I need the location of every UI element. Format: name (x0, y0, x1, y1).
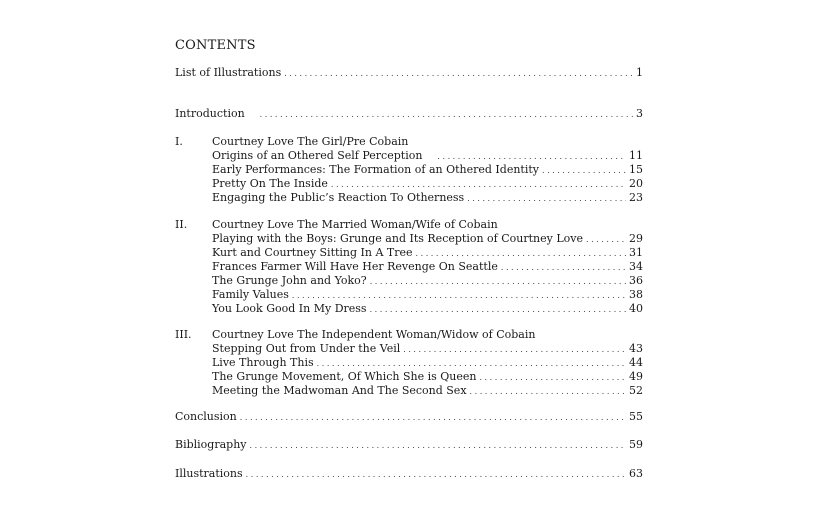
dot-leader (292, 288, 626, 303)
toc-sub-entry (212, 246, 643, 261)
dot-leader (260, 107, 633, 122)
dot-leader (437, 149, 626, 164)
toc-entry-label: Origins of an Othered Self Perception (212, 149, 423, 162)
toc-entry-page: 55 (629, 410, 643, 423)
part-numeral: II. (175, 218, 188, 231)
toc-sub-entry (212, 149, 643, 164)
toc-entry-page: 38 (629, 288, 643, 301)
toc-entry-page: 43 (629, 342, 643, 355)
dot-leader (370, 302, 626, 317)
toc-entry-bibliography (175, 438, 643, 453)
dot-leader (370, 274, 626, 289)
toc-entry-page: 11 (629, 149, 643, 162)
toc-entry-label: Early Performances: The Formation of an Othered Identity (212, 163, 539, 176)
dot-leader (586, 232, 626, 247)
toc-entry-page: 49 (629, 370, 643, 383)
toc-entry-label: Stepping Out from Under the Veil (212, 342, 401, 355)
toc-entry-page: 59 (629, 438, 643, 451)
dot-leader (240, 410, 626, 425)
toc-entry-label: Kurt and Courtney Sitting In A Tree (212, 246, 413, 259)
toc-entry-label: Pretty On The Inside (212, 177, 328, 190)
toc-sub-entry (212, 356, 643, 371)
dot-leader (403, 342, 626, 357)
part-numeral: III. (175, 328, 192, 341)
toc-entry-label: Introduction (175, 107, 245, 120)
toc-entry-page: 15 (629, 163, 643, 176)
toc-entry-label: Playing with the Boys: Grunge and Its Reception of Courtney Love (212, 232, 583, 245)
part-heading: Courtney Love The Independent Woman/Widow of Cobain (212, 328, 536, 341)
dot-leader (542, 163, 626, 178)
toc-entry-label: Meeting the Madwoman And The Second Sex (212, 384, 467, 397)
dot-leader (470, 384, 626, 399)
toc-entry-label: List of Illustrations (175, 66, 282, 79)
toc-sub-entry (212, 191, 643, 206)
toc-sub-entry (212, 177, 643, 192)
toc-entry-page: 44 (629, 356, 643, 369)
toc-sub-entry (212, 260, 643, 275)
dot-leader (416, 246, 626, 261)
toc-entry-page: 34 (629, 260, 643, 273)
toc-entry-label: Frances Farmer Will Have Her Revenge On Seattle (212, 260, 498, 273)
toc-entry-label: Illustrations (175, 467, 243, 480)
toc-sub-entry (212, 232, 643, 247)
toc-entry-list-of-illustrations (175, 66, 643, 81)
toc-entry-page: 23 (629, 191, 643, 204)
dot-leader (331, 177, 626, 192)
toc-sub-entry (212, 274, 643, 289)
dot-leader (246, 467, 626, 482)
toc-entry-introduction (175, 107, 643, 122)
dot-leader (284, 66, 633, 81)
toc-entry-label: The Grunge John and Yoko? (212, 274, 367, 287)
dot-leader (467, 191, 626, 206)
toc-sub-entry (212, 342, 643, 357)
toc-entry-label: Bibliography (175, 438, 247, 451)
toc-entry-label: Engaging the Public’s Reaction To Otherness (212, 191, 465, 204)
toc-entry-page: 40 (629, 302, 643, 315)
contents-title: CONTENTS (175, 38, 256, 53)
part-numeral: I. (175, 135, 183, 148)
dot-leader (479, 370, 626, 385)
toc-entry-page: 20 (629, 177, 643, 190)
toc-entry-label: Live Through This (212, 356, 314, 369)
dot-leader (501, 260, 626, 275)
toc-entry-label: Conclusion (175, 410, 237, 423)
toc-entry-label: The Grunge Movement, Of Which She is Queen (212, 370, 477, 383)
toc-entry-page: 63 (629, 467, 643, 480)
dot-leader (317, 356, 626, 371)
toc-sub-entry (212, 302, 643, 317)
toc-sub-entry (212, 370, 643, 385)
toc-entry-page: 29 (629, 232, 643, 245)
toc-sub-entry (212, 288, 643, 303)
toc-entry-illustrations (175, 467, 643, 482)
toc-sub-entry (212, 163, 643, 178)
toc-entry-page: 1 (636, 66, 643, 79)
toc-entry-page: 3 (636, 107, 643, 120)
toc-entry-label: You Look Good In My Dress (212, 302, 367, 315)
toc-entry-page: 31 (629, 246, 643, 259)
toc-entry-label: Family Values (212, 288, 289, 301)
part-heading: Courtney Love The Girl/Pre Cobain (212, 135, 409, 148)
toc-entry-conclusion (175, 410, 643, 425)
part-heading: Courtney Love The Married Woman/Wife of Cobain (212, 218, 498, 231)
dot-leader (250, 438, 627, 453)
toc-entry-page: 52 (629, 384, 643, 397)
toc-entry-page: 36 (629, 274, 643, 287)
toc-sub-entry (212, 384, 643, 399)
